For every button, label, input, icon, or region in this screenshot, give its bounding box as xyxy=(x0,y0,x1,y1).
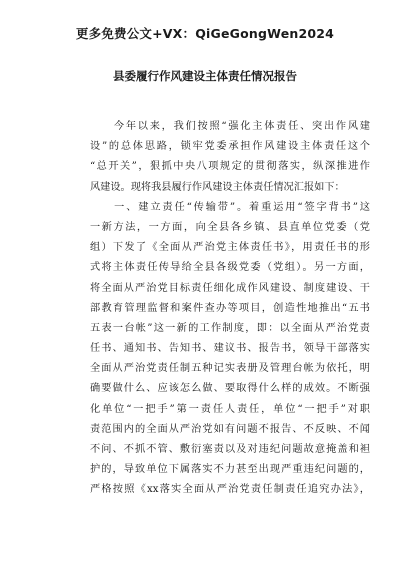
body-line: 式将主体责任传导给全县各级党委（党组）。另一方面， xyxy=(90,262,370,274)
body-line: “总开关”，狠抓中央八项规定的贯彻落实，纵深推进作 xyxy=(90,161,370,173)
body-line: 今年以来，我们按照“强化主体责任、突出作风建 xyxy=(90,121,370,132)
body-line: 风建设。现将我县履行作风建设主体责任情况汇报如下： xyxy=(90,181,345,193)
body-line: 五表一台帐”这一新的工作制度，即：以全面从严治党责 xyxy=(90,322,370,334)
watermark-text: 更多免费公文+VX：QiGeGongWen2024 xyxy=(75,26,335,41)
body-line: 责范围内的全面从严治党如有问题不报告、不反映、不闻 xyxy=(90,423,370,435)
body-line: 组）下发了《全面从严治党主体责任书》，用责任书的形 xyxy=(90,242,370,254)
body-line: 设”的总体思路，锁牢党委承担作风建设主体责任这个 xyxy=(90,141,370,153)
document-body xyxy=(90,117,370,501)
body-line: 化单位“一把手”第一责任人责任，单位“一把手”对职 xyxy=(90,403,370,415)
body-line: 全面从严治党责任制五种记实表册及管理台帐为依托，明 xyxy=(90,363,370,375)
body-line: 任书、通知书、告知书、建议书、报告书，领导干部落实 xyxy=(90,343,370,355)
body-line: 确要做什么、应该怎么做、要取得什么样的成效。不断强 xyxy=(90,383,370,395)
body-line: 一新方法，一方面，向全县各乡镇、县直单位党委（党 xyxy=(90,221,370,233)
body-line: 严格按照《xx落实全面从严治党责任制责任追究办法》， xyxy=(90,484,370,496)
body-line: 不问、不抓不管、敷衍塞责以及对违纪问题故意掩盖和袒 xyxy=(90,444,370,455)
body-line: 一、建立责任“传输带”。着重运用“签字背书”这 xyxy=(90,201,370,213)
body-line: 部教育管理监督和案件查办等项目，创造性地推出“五书 xyxy=(90,302,370,314)
document-title: 县委履行作风建设主体责任情况报告 xyxy=(113,69,297,83)
body-line: 护的，导致单位下属落实不力甚至出现严重违纪问题的， xyxy=(90,464,370,476)
body-line: 将全面从严治党目标责任细化成作风建设、制度建设、干 xyxy=(90,282,370,294)
